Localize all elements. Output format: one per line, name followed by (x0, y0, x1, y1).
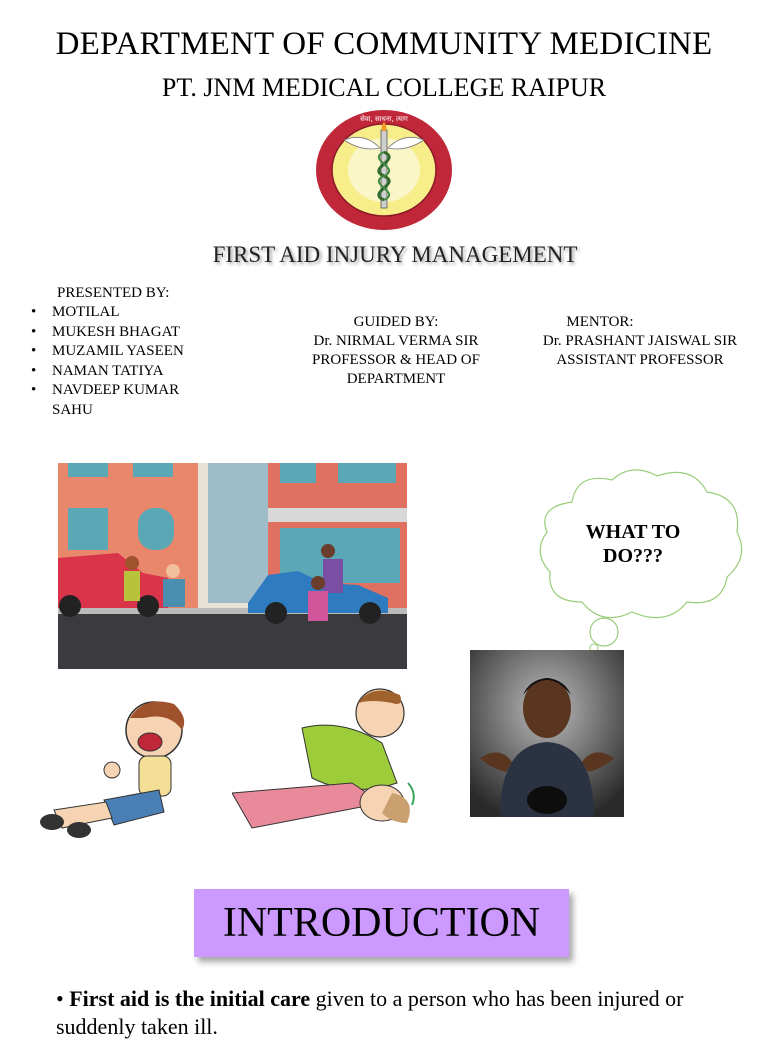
intro-bold-text: First aid is the initial care (69, 986, 311, 1011)
department-title: DEPARTMENT OF COMMUNITY MEDICINE (55, 26, 713, 62)
mentor-block (520, 313, 760, 370)
presenter-item: • NAMAN TATIYA (31, 362, 206, 382)
accident-street-illustration (58, 463, 407, 669)
presenter-item: • MUZAMIL YASEEN (31, 342, 206, 362)
thought-bubble-text: WHAT TO DO??? (585, 521, 681, 567)
mentor-heading: MENTOR: (566, 314, 634, 330)
mentor-name: Dr. PRASHANT JAISWAL SIR (542, 333, 738, 349)
presented-by-heading: PRESENTED BY: (57, 285, 170, 301)
confused-man-illustration (470, 650, 624, 817)
presenter-item: • MOTILAL (31, 303, 206, 323)
mentor-designation: ASSISTANT PROFESSOR (556, 352, 724, 368)
presentation-topic: FIRST AID INJURY MANAGEMENT (212, 242, 578, 267)
bullet-symbol: • (56, 986, 64, 1011)
college-logo (314, 108, 454, 232)
guided-by-block (296, 313, 496, 389)
introduction-title: INTRODUCTION (222, 900, 541, 946)
crying-boy-illustration (34, 690, 198, 850)
college-title: PT. JNM MEDICAL COLLEGE RAIPUR (161, 73, 607, 102)
guided-by-heading: GUIDED BY: (353, 314, 439, 330)
guide-designation: PROFESSOR & HEAD OF DEPARTMENT (312, 352, 480, 387)
guide-name: Dr. NIRMAL VERMA SIR (313, 333, 479, 349)
presenter-list (31, 303, 206, 420)
first-aid-helper-illustration (232, 683, 428, 853)
presenter-item: • NAVDEEP KUMAR SAHU (31, 381, 206, 420)
introduction-bullet (56, 985, 756, 1041)
presenter-item: • MUKESH BHAGAT (31, 323, 206, 343)
intro-rest-text: given to a person who has been injured or suddenly taken ill. (56, 986, 684, 1039)
logo-motto: सेवा, साधना, त्याग (360, 115, 408, 123)
